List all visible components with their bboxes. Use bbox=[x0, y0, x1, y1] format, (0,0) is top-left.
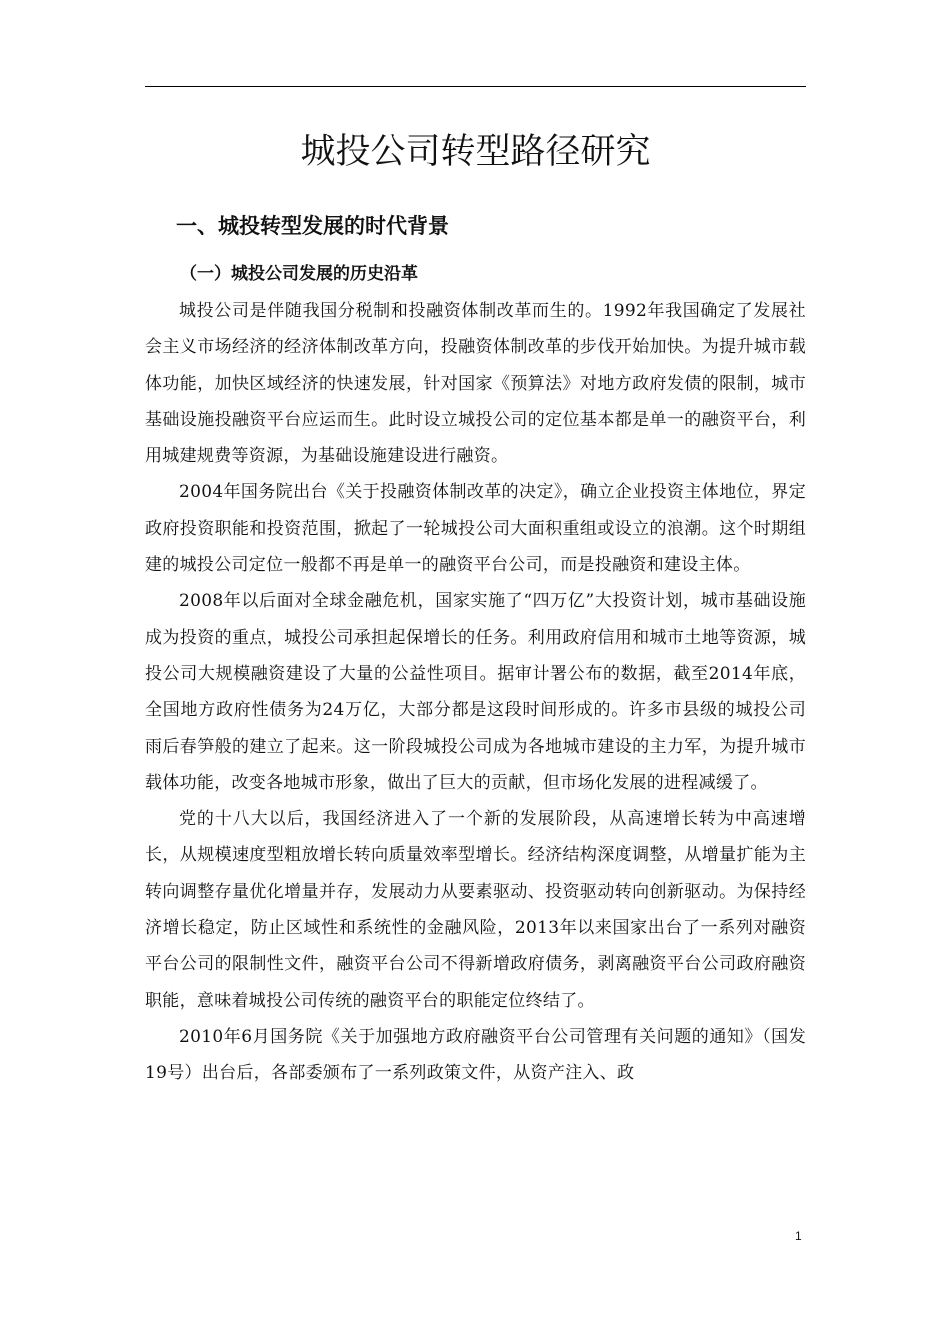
paragraph: 党的十八大以后，我国经济进入了一个新的发展阶段，从高速增长转为中高速增长，从规模速度型粗放增长转向质量效率型增长。经济结构深度调整，从增量扩能为主转向调整存量优化增量并存，发展动力从要素驱动、投资驱动转向创新驱动。为保持经济增长稳定，防止区域性和系统性的金融风险，2013年以来国家出台了一系列对融资平台公司的限制性文件，融资平台公司不得新增政府债务，剥离融资平台公司政府融资职能，意味着城投公司传统的融资平台的职能定位终结了。 bbox=[145, 809, 806, 1011]
document-title: 城投公司转型路径研究 bbox=[300, 132, 651, 172]
body-text bbox=[145, 293, 806, 1092]
section-heading: 一、城投转型发展的时代背景 bbox=[176, 214, 449, 238]
paragraph: 2010年6月国务院《关于加强地方政府融资平台公司管理有关问题的通知》（国发19号）出台后，各部委颁布了一系列政策文件，从资产注入、政 bbox=[145, 1026, 806, 1084]
page-number: 1 bbox=[795, 1229, 802, 1243]
paragraph: 2004年国务院出台《关于投融资体制改革的决定》，确立企业投资主体地位，界定政府投资职能和投资范围，掀起了一轮城投公司大面积重组或设立的浪潮。这个时期组建的城投公司定位一般都不再是单一的融资平台公司，而是投融资和建设主体。 bbox=[145, 482, 806, 576]
paragraph: 2008年以后面对全球金融危机，国家实施了“四万亿”大投资计划，城市基础设施成为投资的重点，城投公司承担起保增长的任务。利用政府信用和城市土地等资源，城投公司大规模融资建设了大量的公益性项目。据审计署公布的数据，截至2014年底，全国地方政府性债务为24万亿，大部分都是这段时间形成的。许多市县级的城投公司雨后春笋般的建立了起来。这一阶段城投公司成为各地城市建设的主力军，为提升城市载体功能，改变各地城市形象，做出了巨大的贡献，但市场化发展的进程减缓了。 bbox=[145, 591, 806, 793]
subsection-heading: （一）城投公司发展的历史沿革 bbox=[180, 264, 418, 284]
header-rule bbox=[145, 86, 806, 87]
paragraph: 城投公司是伴随我国分税制和投融资体制改革而生的。1992年我国确定了发展社会主义市场经济的经济体制改革方向，投融资体制改革的步伐开始加快。为提升城市载体功能，加快区域经济的快速发展，针对国家《预算法》对地方政府发债的限制，城市基础设施投融资平台应运而生。此时设立城投公司的定位基本都是单一的融资平台，利用城建规费等资源，为基础设施建设进行融资。 bbox=[145, 301, 806, 467]
